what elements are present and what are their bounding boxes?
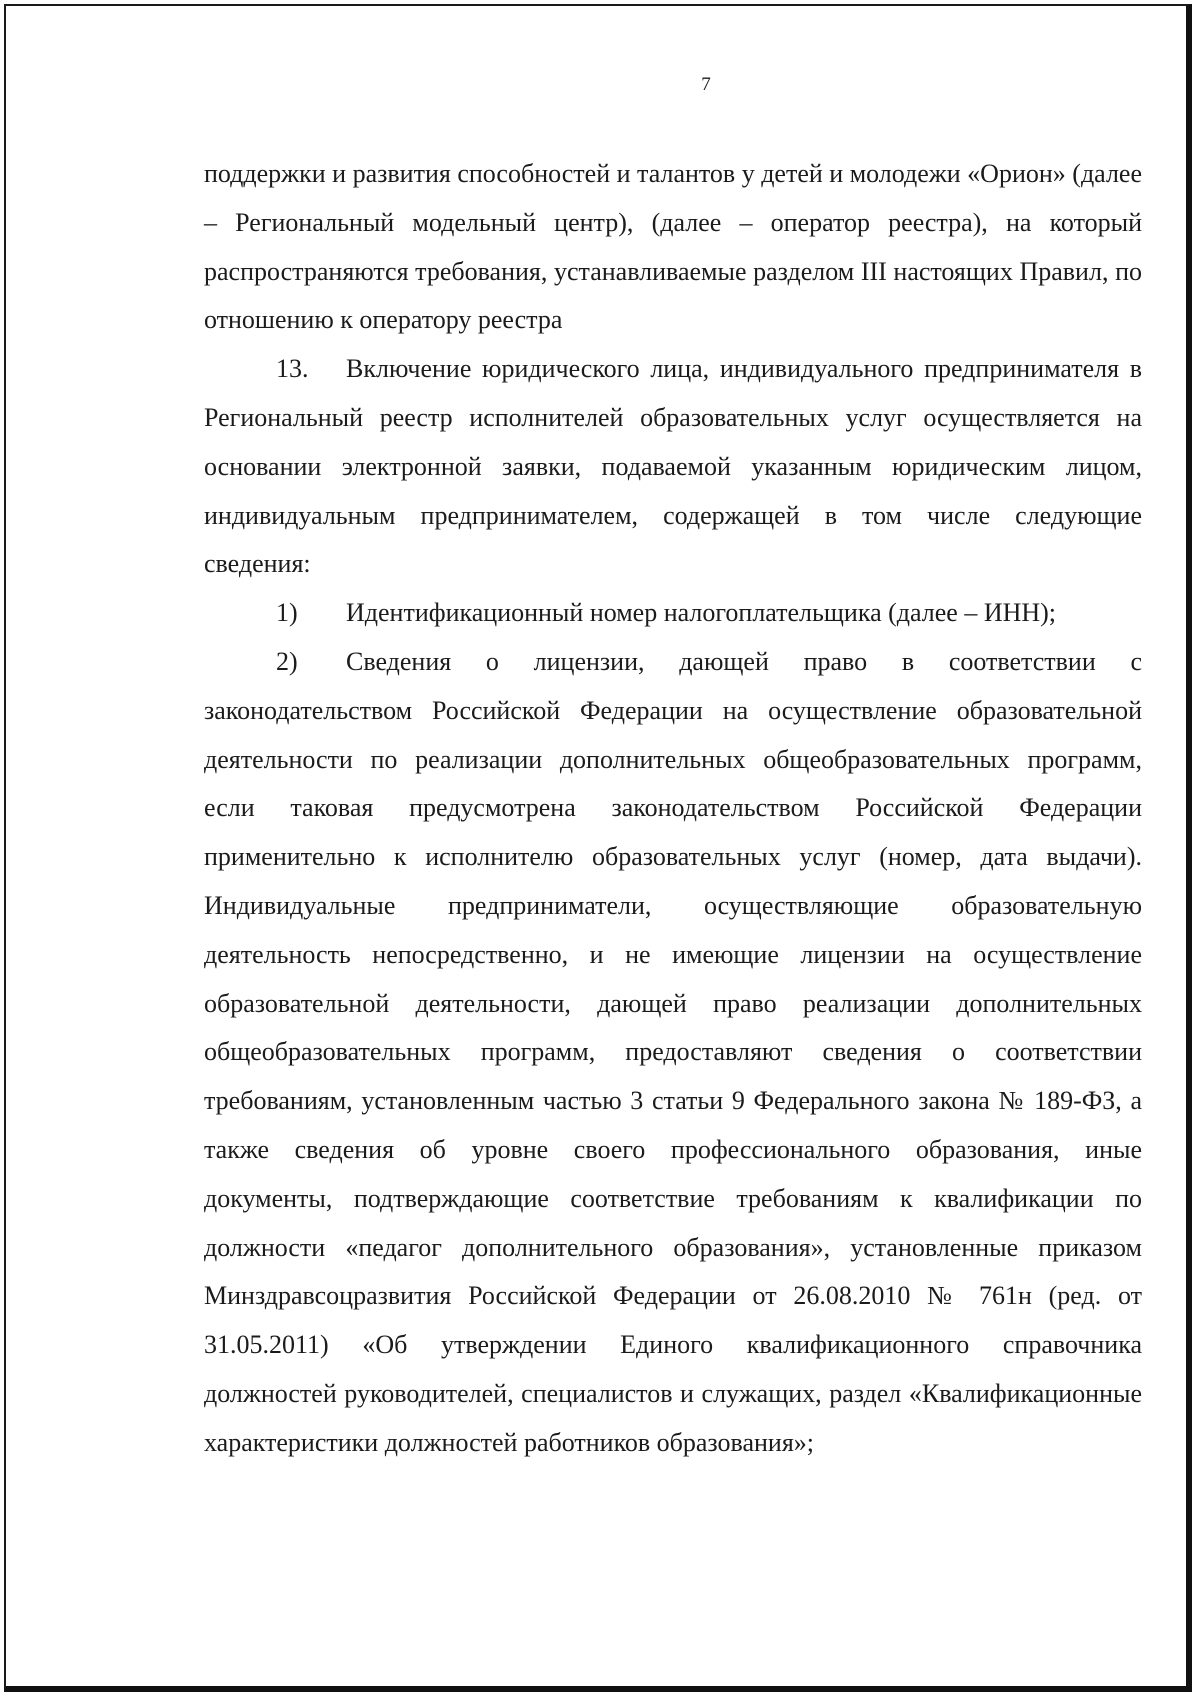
document-body [204,150,1142,1468]
page-number: 7 [701,74,711,95]
paragraph-13-number: 13. [276,354,309,384]
paragraph-continuation: поддержки и развития способностей и талантов у детей и молодежи «Орион» (далее – Региональный модельный центр), (далее – оператор реестра), на который распространяются требования, устанавливаемые разделом III настоящих Правил, по отношению к оператору реестра [204,159,1142,335]
list-item-2 [204,638,1142,1468]
paragraph-13 [204,345,1142,589]
list-item-1-text: Идентификационный номер налогоплательщика (далее – ИНН); [346,598,1057,628]
paragraph-13-text: Включение юридического лица, индивидуального предпринимателя в Региональный реестр исполнителей образовательных услуг осуществляется на основании электронной заявки, подаваемой указанным юридическим лицом, индивидуальным предпринимателем, содержащей в том числе следующие сведения: [204,354,1142,579]
list-item-1 [204,589,1142,638]
list-item-2-number: 2) [276,646,298,676]
list-item-2-text: Сведения о лицензии, дающей право в соответствии с законодательством Российской Федерации на осуществление образовательной деятельности по реализации дополнительных общеобразовательных программ, если таковая предусмотрена законодательством Российской Федерации применительно к исполнителю образовательных услуг (номер, дата выдачи). Индивидуальные предприниматели, осуществляющие образовательную деятельность непосредственно, и не имеющие лицензии на осуществление образовательной деятельности, дающей право реализации дополнительных общеобразовательных программ, предоставляют сведения о соответствии требованиям, установленным частью 3 статьи 9 Федерального закона № 189-ФЗ, а также сведения об уровне своего профессионального образования, иные документы, подтверждающие соответствие требованиям к квалификации по должности «педагог дополнительного образования», установленные приказом Минздравсоцразвития Российской Федерации от 26.08.2010 № 761н (ред. от 31.05.2011) «Об утверждении Единого квалификационного справочника должностей руководителей, специалистов и служащих, раздел «Квалификационные характеристики должностей работников образования»; [204,646,1142,1457]
list-item-1-number: 1) [276,598,298,628]
